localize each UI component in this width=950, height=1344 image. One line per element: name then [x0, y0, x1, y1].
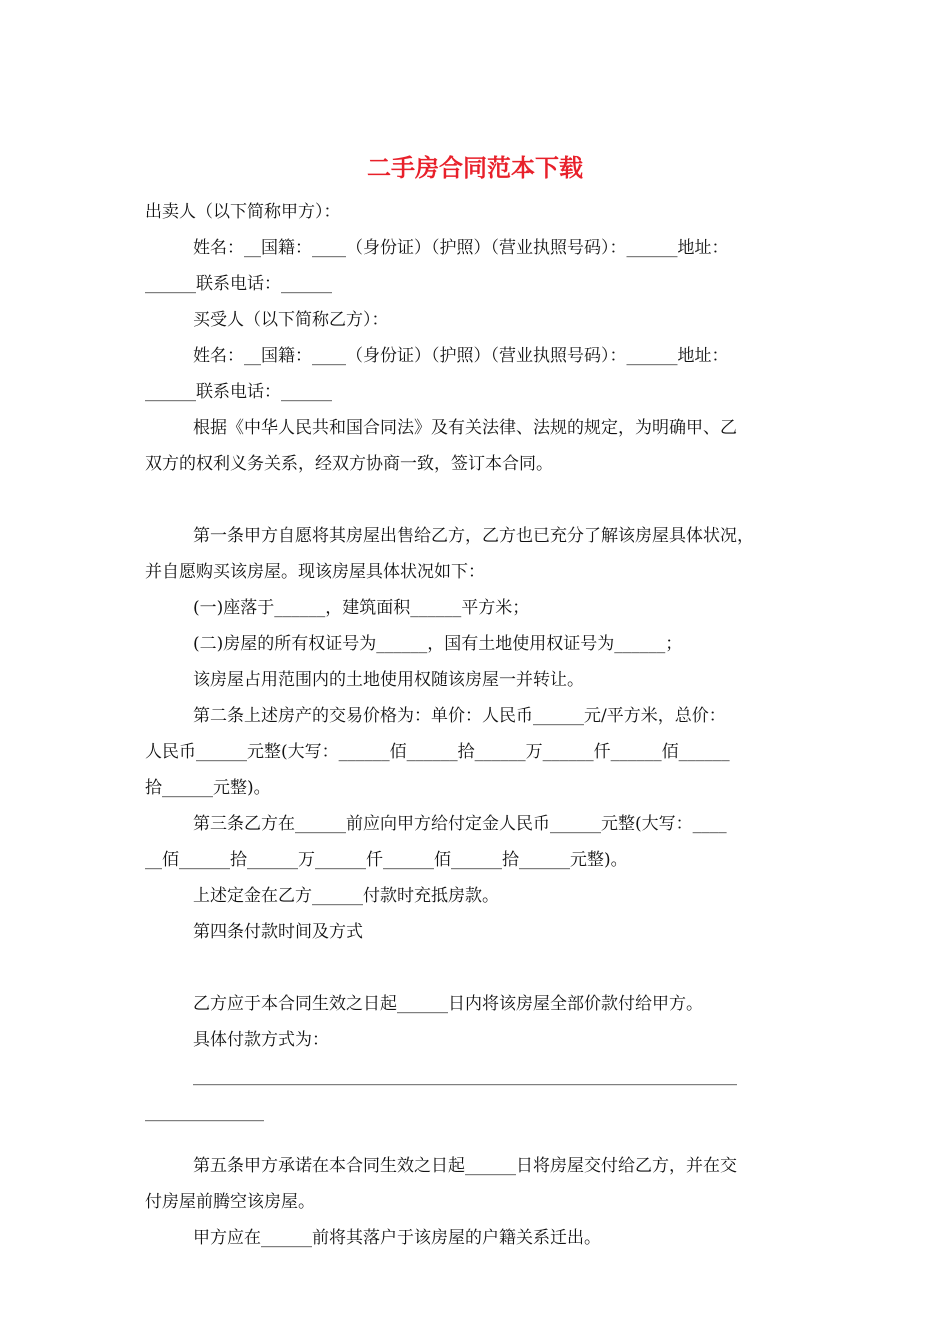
preamble-line-2: 双方的权利义务关系，经双方协商一致，签订本合同。: [145, 454, 553, 474]
article-5-line-2: 付房屋前腾空该房屋。: [145, 1192, 315, 1212]
article-5-note: 甲方应在______前将其落户于该房屋的户籍关系迁出。: [193, 1228, 601, 1248]
article-5-line-1: 第五条甲方承诺在本合同生效之日起______日将房屋交付给乙方，并在交: [193, 1156, 737, 1176]
article-2-line-2: 人民币______元整(大写：______佰______拾______万______仟______佰______: [145, 742, 730, 762]
article-1-line-2: 并自愿购买该房屋。现该房屋具体状况如下：: [145, 562, 485, 582]
article-3-line-2: __佰______拾______万______仟______佰______拾______元整)。: [145, 850, 628, 870]
document-body: [145, 194, 815, 1256]
paragraph-gap: [145, 950, 815, 986]
buyer-heading: 买受人（以下简称乙方）：: [193, 310, 389, 330]
paragraph-gap: [145, 482, 815, 518]
article-1-item-2: (二)房屋的所有权证号为______，国有土地使用权证号为______；: [193, 634, 683, 654]
article-4-line-1: 乙方应于本合同生效之日起______日内将该房屋全部价款付给甲方。: [193, 994, 703, 1014]
article-1-item-1: (一)座落于______，建筑面积______平方米；: [193, 598, 530, 618]
buyer-info-line-2: ______联系电话：______: [145, 382, 332, 402]
preamble-line-1: 根据《中华人民共和国合同法》及有关法律、法规的规定，为明确甲、乙: [193, 418, 737, 438]
article-4-payment-method: 具体付款方式为：: [193, 1030, 329, 1050]
seller-heading: 出卖人（以下简称甲方）：: [145, 202, 341, 222]
seller-info-line-2: ______联系电话：______: [145, 274, 332, 294]
article-2-line-1: 第二条上述房产的交易价格为：单价：人民币______元/平方米，总价：: [193, 706, 726, 726]
seller-info-line-1: 姓名：__国籍：____（身份证）（护照）（营业执照号码）：______地址：: [193, 238, 729, 258]
article-1-line-1: 第一条甲方自愿将其房屋出售给乙方，乙方也已充分了解该房屋具体状况，: [193, 526, 754, 546]
document-title: 二手房合同范本下载: [367, 154, 583, 182]
article-4-blank-line-1: ________________________________________________________________: [193, 1066, 737, 1086]
article-4-blank-line-2: ______________: [145, 1102, 264, 1122]
paragraph-gap: [145, 1130, 815, 1148]
article-3-line-1: 第三条乙方在______前应向甲方给付定金人民币______元整(大写：____: [193, 814, 727, 834]
article-4-heading: 第四条付款时间及方式: [193, 922, 363, 942]
article-2-line-3: 拾______元整)。: [145, 778, 271, 798]
buyer-info-line-1: 姓名：__国籍：____（身份证）（护照）（营业执照号码）：______地址：: [193, 346, 729, 366]
article-1-note: 该房屋占用范围内的土地使用权随该房屋一并转让。: [193, 670, 584, 690]
article-3-note: 上述定金在乙方______付款时充抵房款。: [193, 886, 499, 906]
